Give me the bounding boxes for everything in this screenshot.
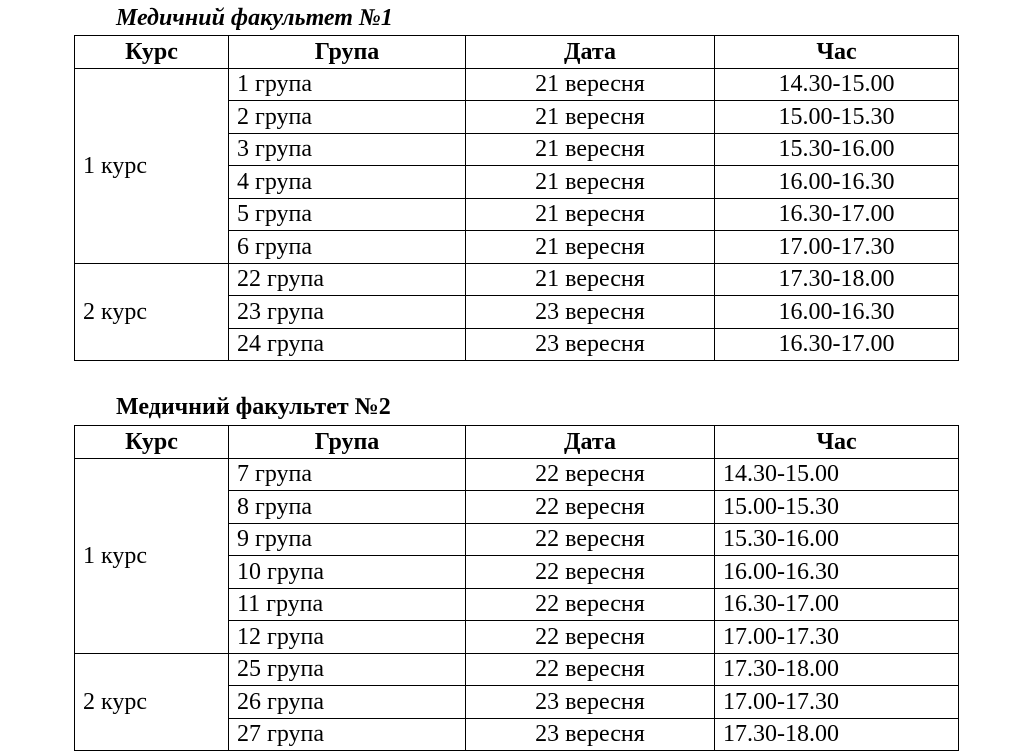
course-cell: 2 курс — [75, 653, 229, 751]
time-cell: 14.30-15.00 — [715, 68, 959, 101]
time-cell: 17.30-18.00 — [715, 263, 959, 296]
date-cell: 21 вересня — [466, 198, 715, 231]
time-cell: 16.30-17.00 — [715, 588, 959, 621]
date-cell: 23 вересня — [466, 328, 715, 361]
faculty-1-schedule-table — [74, 35, 959, 361]
header-date: Дата — [466, 426, 715, 459]
date-cell: 21 вересня — [466, 68, 715, 101]
header-time: Час — [715, 426, 959, 459]
group-cell: 12 група — [229, 621, 466, 654]
date-cell: 22 вересня — [466, 653, 715, 686]
header-course: Курс — [75, 426, 229, 459]
time-cell: 17.30-18.00 — [715, 653, 959, 686]
course-cell: 1 курс — [75, 458, 229, 653]
time-cell: 16.00-16.30 — [715, 556, 959, 589]
time-cell: 17.00-17.30 — [715, 231, 959, 264]
time-cell: 16.00-16.30 — [715, 296, 959, 329]
date-cell: 21 вересня — [466, 101, 715, 134]
table-row — [75, 68, 959, 101]
date-cell: 23 вересня — [466, 718, 715, 751]
group-cell: 4 група — [229, 166, 466, 199]
date-cell: 22 вересня — [466, 621, 715, 654]
time-cell: 15.30-16.00 — [715, 133, 959, 166]
date-cell: 21 вересня — [466, 166, 715, 199]
time-cell: 16.30-17.00 — [715, 198, 959, 231]
group-cell: 3 група — [229, 133, 466, 166]
date-cell: 22 вересня — [466, 556, 715, 589]
header-time: Час — [715, 36, 959, 69]
date-cell: 23 вересня — [466, 296, 715, 329]
time-cell: 17.30-18.00 — [715, 718, 959, 751]
header-group: Група — [229, 36, 466, 69]
time-cell: 17.00-17.30 — [715, 686, 959, 719]
group-cell: 11 група — [229, 588, 466, 621]
table-row — [75, 458, 959, 491]
group-cell: 5 група — [229, 198, 466, 231]
table-row — [75, 263, 959, 296]
course-cell: 2 курс — [75, 263, 229, 361]
time-cell: 15.00-15.30 — [715, 491, 959, 524]
date-cell: 22 вересня — [466, 458, 715, 491]
faculty-1-title: Медичний факультет №1 — [116, 5, 393, 31]
time-cell: 16.30-17.00 — [715, 328, 959, 361]
date-cell: 21 вересня — [466, 263, 715, 296]
course-cell: 1 курс — [75, 68, 229, 263]
header-course: Курс — [75, 36, 229, 69]
table-header-row — [75, 36, 959, 69]
group-cell: 2 група — [229, 101, 466, 134]
table-row — [75, 653, 959, 686]
date-cell: 22 вересня — [466, 491, 715, 524]
date-cell: 23 вересня — [466, 686, 715, 719]
group-cell: 7 група — [229, 458, 466, 491]
header-date: Дата — [466, 36, 715, 69]
group-cell: 26 група — [229, 686, 466, 719]
group-cell: 27 група — [229, 718, 466, 751]
group-cell: 24 група — [229, 328, 466, 361]
group-cell: 1 група — [229, 68, 466, 101]
group-cell: 10 група — [229, 556, 466, 589]
group-cell: 8 група — [229, 491, 466, 524]
date-cell: 22 вересня — [466, 588, 715, 621]
time-cell: 15.30-16.00 — [715, 523, 959, 556]
table-header-row — [75, 426, 959, 459]
time-cell: 17.00-17.30 — [715, 621, 959, 654]
group-cell: 25 група — [229, 653, 466, 686]
faculty-2-title: Медичний факультет №2 — [116, 394, 391, 420]
date-cell: 21 вересня — [466, 231, 715, 264]
group-cell: 22 група — [229, 263, 466, 296]
time-cell: 15.00-15.30 — [715, 101, 959, 134]
time-cell: 14.30-15.00 — [715, 458, 959, 491]
group-cell: 9 група — [229, 523, 466, 556]
date-cell: 22 вересня — [466, 523, 715, 556]
faculty-2-schedule-table — [74, 425, 959, 751]
header-group: Група — [229, 426, 466, 459]
group-cell: 6 група — [229, 231, 466, 264]
group-cell: 23 група — [229, 296, 466, 329]
time-cell: 16.00-16.30 — [715, 166, 959, 199]
date-cell: 21 вересня — [466, 133, 715, 166]
